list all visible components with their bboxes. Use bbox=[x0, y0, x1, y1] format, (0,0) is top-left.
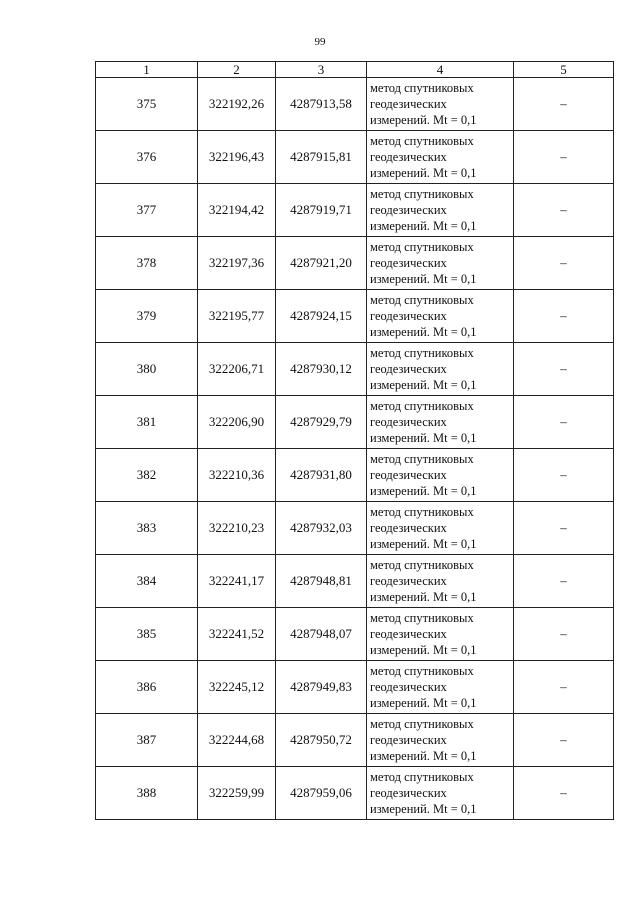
method-line: геодезических bbox=[370, 97, 447, 111]
note-cell: – bbox=[514, 131, 614, 184]
table-body bbox=[96, 78, 614, 820]
note-cell: – bbox=[514, 396, 614, 449]
header-col-3: 3 bbox=[276, 62, 367, 78]
note-cell: – bbox=[514, 449, 614, 502]
method-cell bbox=[367, 131, 514, 184]
x-coordinate-cell: 322197,36 bbox=[198, 237, 276, 290]
method-cell bbox=[367, 714, 514, 767]
note-cell: – bbox=[514, 608, 614, 661]
method-line: геодезических bbox=[370, 203, 447, 217]
x-coordinate-cell: 322241,52 bbox=[198, 608, 276, 661]
method-line: метод спутниковых bbox=[370, 717, 474, 731]
table-row bbox=[96, 343, 614, 396]
method-cell bbox=[367, 396, 514, 449]
note-cell: – bbox=[514, 502, 614, 555]
method-line: геодезических bbox=[370, 256, 447, 270]
x-coordinate-cell: 322206,90 bbox=[198, 396, 276, 449]
method-line: геодезических bbox=[370, 521, 447, 535]
method-line: геодезических bbox=[370, 468, 447, 482]
y-coordinate-cell: 4287948,81 bbox=[276, 555, 367, 608]
method-line: метод спутниковых bbox=[370, 399, 474, 413]
method-cell bbox=[367, 343, 514, 396]
y-coordinate-cell: 4287959,06 bbox=[276, 767, 367, 820]
method-line: метод спутниковых bbox=[370, 664, 474, 678]
method-cell bbox=[367, 661, 514, 714]
note-cell: – bbox=[514, 237, 614, 290]
x-coordinate-cell: 322192,26 bbox=[198, 78, 276, 131]
note-cell: – bbox=[514, 290, 614, 343]
table-row bbox=[96, 131, 614, 184]
header-col-5: 5 bbox=[514, 62, 614, 78]
note-cell: – bbox=[514, 78, 614, 131]
x-coordinate-cell: 322206,71 bbox=[198, 343, 276, 396]
point-number-cell: 376 bbox=[96, 131, 198, 184]
method-line: геодезических bbox=[370, 309, 447, 323]
table-header bbox=[96, 62, 614, 78]
x-coordinate-cell: 322259,99 bbox=[198, 767, 276, 820]
y-coordinate-cell: 4287929,79 bbox=[276, 396, 367, 449]
method-line: метод спутниковых bbox=[370, 770, 474, 784]
method-line: измерений. Mt = 0,1 bbox=[370, 166, 477, 180]
method-line: метод спутниковых bbox=[370, 558, 474, 572]
method-line: метод спутниковых bbox=[370, 240, 474, 254]
x-coordinate-cell: 322241,17 bbox=[198, 555, 276, 608]
header-col-1: 1 bbox=[96, 62, 198, 78]
table-row bbox=[96, 184, 614, 237]
method-line: метод спутниковых bbox=[370, 293, 474, 307]
y-coordinate-cell: 4287930,12 bbox=[276, 343, 367, 396]
table-row bbox=[96, 608, 614, 661]
method-line: измерений. Mt = 0,1 bbox=[370, 113, 477, 127]
y-coordinate-cell: 4287949,83 bbox=[276, 661, 367, 714]
y-coordinate-cell: 4287924,15 bbox=[276, 290, 367, 343]
note-cell: – bbox=[514, 661, 614, 714]
method-cell bbox=[367, 290, 514, 343]
point-number-cell: 375 bbox=[96, 78, 198, 131]
point-number-cell: 380 bbox=[96, 343, 198, 396]
y-coordinate-cell: 4287948,07 bbox=[276, 608, 367, 661]
method-line: геодезических bbox=[370, 733, 447, 747]
header-row bbox=[96, 62, 614, 78]
x-coordinate-cell: 322196,43 bbox=[198, 131, 276, 184]
x-coordinate-cell: 322210,36 bbox=[198, 449, 276, 502]
method-line: метод спутниковых bbox=[370, 187, 474, 201]
method-cell bbox=[367, 184, 514, 237]
note-cell: – bbox=[514, 343, 614, 396]
method-cell bbox=[367, 608, 514, 661]
method-line: геодезических bbox=[370, 627, 447, 641]
method-line: метод спутниковых bbox=[370, 81, 474, 95]
method-line: измерений. Mt = 0,1 bbox=[370, 802, 477, 816]
method-cell bbox=[367, 78, 514, 131]
y-coordinate-cell: 4287932,03 bbox=[276, 502, 367, 555]
note-cell: – bbox=[514, 714, 614, 767]
method-line: геодезических bbox=[370, 680, 447, 694]
table-row bbox=[96, 661, 614, 714]
coordinates-table bbox=[95, 61, 614, 820]
method-line: метод спутниковых bbox=[370, 505, 474, 519]
y-coordinate-cell: 4287921,20 bbox=[276, 237, 367, 290]
method-line: геодезических bbox=[370, 150, 447, 164]
method-line: метод спутниковых bbox=[370, 452, 474, 466]
method-line: метод спутниковых bbox=[370, 611, 474, 625]
table-row bbox=[96, 502, 614, 555]
table-row bbox=[96, 449, 614, 502]
method-line: измерений. Mt = 0,1 bbox=[370, 749, 477, 763]
header-col-4: 4 bbox=[367, 62, 514, 78]
table-row bbox=[96, 555, 614, 608]
method-line: измерений. Mt = 0,1 bbox=[370, 537, 477, 551]
point-number-cell: 378 bbox=[96, 237, 198, 290]
x-coordinate-cell: 322210,23 bbox=[198, 502, 276, 555]
table-row bbox=[96, 237, 614, 290]
y-coordinate-cell: 4287915,81 bbox=[276, 131, 367, 184]
method-cell bbox=[367, 237, 514, 290]
table-row bbox=[96, 78, 614, 131]
x-coordinate-cell: 322244,68 bbox=[198, 714, 276, 767]
point-number-cell: 384 bbox=[96, 555, 198, 608]
method-cell bbox=[367, 449, 514, 502]
method-cell bbox=[367, 555, 514, 608]
x-coordinate-cell: 322245,12 bbox=[198, 661, 276, 714]
point-number-cell: 385 bbox=[96, 608, 198, 661]
method-line: измерений. Mt = 0,1 bbox=[370, 219, 477, 233]
point-number-cell: 377 bbox=[96, 184, 198, 237]
table-row bbox=[96, 767, 614, 820]
table-row bbox=[96, 396, 614, 449]
method-line: геодезических bbox=[370, 574, 447, 588]
method-line: измерений. Mt = 0,1 bbox=[370, 590, 477, 604]
point-number-cell: 383 bbox=[96, 502, 198, 555]
method-line: геодезических bbox=[370, 786, 447, 800]
note-cell: – bbox=[514, 555, 614, 608]
note-cell: – bbox=[514, 767, 614, 820]
y-coordinate-cell: 4287931,80 bbox=[276, 449, 367, 502]
method-cell bbox=[367, 502, 514, 555]
y-coordinate-cell: 4287913,58 bbox=[276, 78, 367, 131]
x-coordinate-cell: 322194,42 bbox=[198, 184, 276, 237]
method-line: геодезических bbox=[370, 415, 447, 429]
method-line: метод спутниковых bbox=[370, 346, 474, 360]
y-coordinate-cell: 4287950,72 bbox=[276, 714, 367, 767]
method-line: измерений. Mt = 0,1 bbox=[370, 325, 477, 339]
y-coordinate-cell: 4287919,71 bbox=[276, 184, 367, 237]
method-line: измерений. Mt = 0,1 bbox=[370, 643, 477, 657]
table-row bbox=[96, 290, 614, 343]
point-number-cell: 388 bbox=[96, 767, 198, 820]
method-line: измерений. Mt = 0,1 bbox=[370, 272, 477, 286]
method-line: метод спутниковых bbox=[370, 134, 474, 148]
method-line: измерений. Mt = 0,1 bbox=[370, 696, 477, 710]
header-col-2: 2 bbox=[198, 62, 276, 78]
page-number: 99 bbox=[314, 36, 326, 48]
note-cell: – bbox=[514, 184, 614, 237]
method-cell bbox=[367, 767, 514, 820]
point-number-cell: 386 bbox=[96, 661, 198, 714]
x-coordinate-cell: 322195,77 bbox=[198, 290, 276, 343]
point-number-cell: 387 bbox=[96, 714, 198, 767]
point-number-cell: 381 bbox=[96, 396, 198, 449]
method-line: геодезических bbox=[370, 362, 447, 376]
method-line: измерений. Mt = 0,1 bbox=[370, 431, 477, 445]
point-number-cell: 382 bbox=[96, 449, 198, 502]
method-line: измерений. Mt = 0,1 bbox=[370, 378, 477, 392]
method-line: измерений. Mt = 0,1 bbox=[370, 484, 477, 498]
point-number-cell: 379 bbox=[96, 290, 198, 343]
table-row bbox=[96, 714, 614, 767]
